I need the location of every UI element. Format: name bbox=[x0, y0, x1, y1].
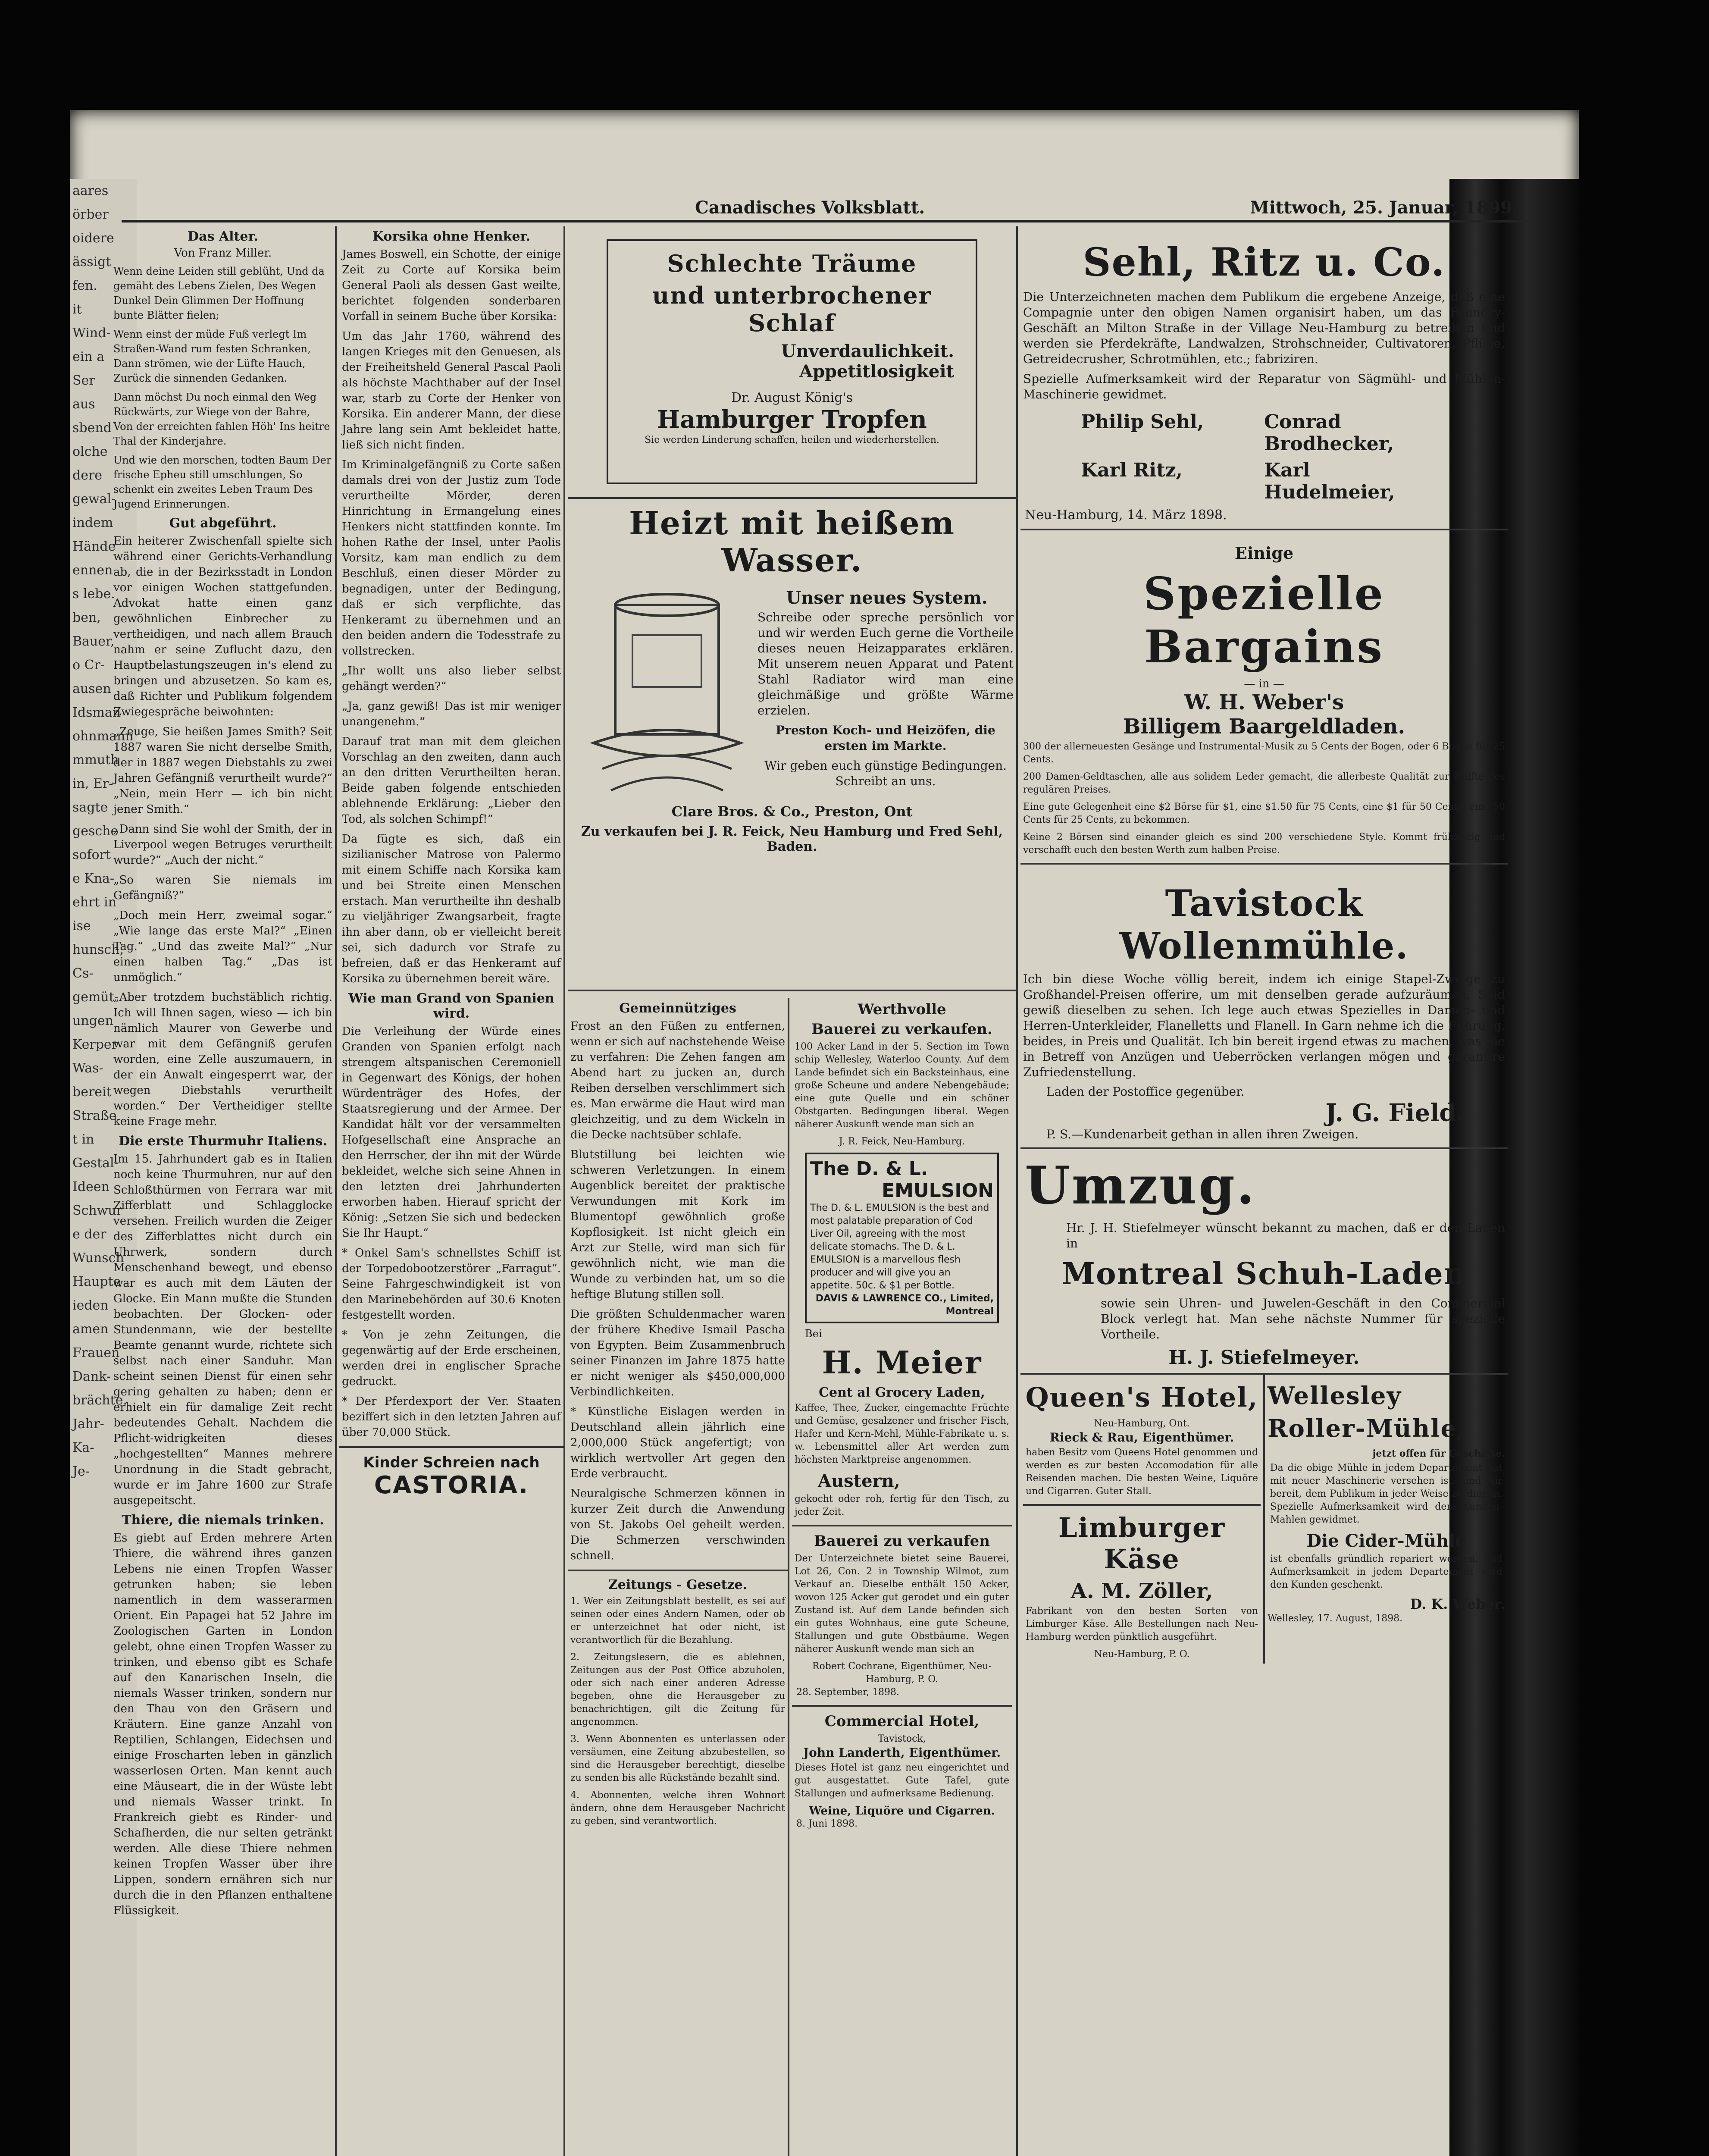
article-paragraph: „Dann sind Sie wohl der Smith, der in Liverpool wegen Betruges verurtheilt wurde?“ „Auch der nicht.“ bbox=[113, 823, 332, 867]
article-title: Wie man Grand von Spanien wird. bbox=[348, 991, 554, 1021]
ad-subtitle: Cent al Grocery Laden, bbox=[819, 1385, 985, 1400]
ad-title: Heizt mit heißem Wasser. bbox=[629, 505, 955, 579]
strip-fragment: örber bbox=[72, 207, 109, 222]
article-paragraph: Es giebt auf Erden mehrere Arten Thiere, die während ihres ganzen Lebens nie einen Tropfen Wasser getrunken haben; sie leben namentlich in dem wasserarmen Orient. Ein Papagei hat 52 Jahre im Zoologischen Garten in London gelebt, ohne einen Tropfen Wasser zu trinken, und ebenso gibt es Schafe auf den Kanarischen Inseln, die niemals Wasser trinken, sondern nur den Thau von den Gräsern und Kräutern. Eine ganze Anzahl von Reptilien, Schlangen, Eidechsen und einige Froscharten leben in gänzlich wasserlosen Orten. Man kennt auch eine Mäuseart, die in der Wüste lebt und niemals Wasser trinkt. In Frankreich giebt es Rinder- und Schafherden, die nur selten getränkt werden. Alle diese Thiere nehmen keinen Tropfen Wasser über ihre Lippen, sondern ernähren sich nur durch die in den Pflanzen enthaltene Flüssigkeit. bbox=[113, 1532, 332, 1917]
left-ads bbox=[1020, 1375, 1265, 1664]
ad-body: Ich bin diese Woche völlig bereit, indem ich einige Stapel-Zweige zu Großhandel-Preisen offerire, um mit denselben gerade aufzuräumen. Seid gewiß dieselben zu sehen. Ich lege auch etwas Spezielles in Damen- und Herren-Unterkleider, Flanelletts und Flanell. In Garn nehme ich die Führung, beides, in Preis und Qualität. Ich bin bereit irgend etwas zu machen, was Sie in Betreff von Anzügen und Ueberröcken verlangen mögen und garantire Zufriedenstellung. bbox=[1023, 972, 1505, 1079]
strip-fragment: amen bbox=[72, 1322, 109, 1337]
article-paragraph: Darauf trat man mit dem gleichen Vorschlag an den zweiten, dann auch an den dritten Verurtheilten heran. Beide gaben folgende entschieden ablehnende Erklärung: „Lieber den Tod, als solchen Schimpf!“ bbox=[342, 735, 561, 826]
ad-title: Bauerei zu verkaufen bbox=[814, 1532, 990, 1550]
masthead bbox=[122, 194, 1527, 222]
strip-fragment: ben, bbox=[72, 610, 101, 625]
strip-fragment: Kerper bbox=[72, 1037, 118, 1052]
article-paragraph: James Boswell, ein Schotte, der einige Zeit zu Corte auf Korsika beim General Paoli als dessen Gast weilte, berichtet folgenden sonderbaren Vorfall in seinem Buche über Korsika: bbox=[342, 248, 561, 323]
column-3 bbox=[568, 226, 1018, 2156]
strip-fragment: o Cr- bbox=[72, 658, 105, 673]
article-paragraph: Im Kriminalgefängniß zu Corte saßen damals drei von der Justiz zum Tode verurtheilte Mörder, deren Hinrichtung in Ermangelung eines Henkers nicht stattfinden konnte. Im hohen Rathe der Insel, unter Paolis Vorsitz, kam man endlich zu dem Beschluß, einen dieser Mörder zu begnadigen, unter der Bedingung, daß er sich verpflichte, das Henkeramt zu übernehmen und an den beiden andern die Todesstrafe zu vollstrecken. bbox=[342, 458, 561, 658]
strip-fragment: brächte. bbox=[72, 1393, 127, 1408]
article-paragraph: 4. Abonnenten, welche ihren Wohnort ändern, ohne dem Herausgeber Nachricht zu geben, sind verantwortlich. bbox=[570, 1790, 785, 1827]
article-paragraph: 2. Zeitungslesern, die es ablehnen, Zeitungen aus der Post Office abzuholen, oder sich nach einer anderen Adresse begeben, ohne die Herausgeber zu benachrichtigen, gilt die Zeitung für angenommen. bbox=[570, 1652, 785, 1727]
strip-fragment: Je- bbox=[72, 1464, 90, 1479]
ad-body: 100 Acker Land in der 5. Section im Town schip Wellesley, Waterloo County. Auf dem Lande befindet sich ein Backsteinhaus, eine große Scheune und andere Nebengebäude; eine gute Quelle und ein schöner Obstgarten. Bedingungen liberal. Wegen näherer Auskunft wende man sich an bbox=[795, 1041, 1009, 1130]
article-paragraph: Um das Jahr 1760, während des langen Krieges mit den Genuesen, als der Freiheitsheld General Pascal Paoli als höchste Machthaber auf der Insel war, starb zu Corte der Henker von Korsika. Ein anderer Mann, der diese Jahre lang sein Amt bekleidet hatte, ließ sich nicht finden. bbox=[342, 330, 561, 451]
strip-fragment: e der bbox=[72, 1227, 106, 1242]
strip-fragment: t in bbox=[72, 1132, 94, 1147]
ad-body: Schreibe oder spreche persönlich vor und wir werden Euch gerne die Vortheile dieses neuen Heizapparates erklären. Mit unserem neuen Apparat und Patent Stahl Radiator wird man eine gleichmäßige und größte Wärme erzielen. bbox=[757, 610, 1014, 718]
ad-ps: P. S.—Kundenarbeit gethan in allen ihren Zweigen. bbox=[1046, 1127, 1359, 1141]
article-paragraph: Frost an den Füßen zu entfernen, wenn er sich auf nachstehende Weise zu verfahren: Die Zehen fangen am Abend hart zu jucken an, durch Reiben derselben verschlimmert sich es. Man erwärme die Haut wird man gleichzeitig, und zu dem Wickeln in die Decke nachtsüber schlafe. bbox=[570, 1020, 785, 1141]
castoria-ad-line2: CASTORIA. bbox=[374, 1471, 529, 1499]
strip-fragment: ehrt in bbox=[72, 895, 116, 910]
ad-place: Neu-Hamburg, P. O. bbox=[1094, 1649, 1190, 1660]
ad-title: Umzug. bbox=[1025, 1155, 1256, 1216]
ad-sellers: Zu verkaufen bei J. R. Feick, Neu Hamburg und Fred Sehl, Baden. bbox=[581, 824, 1003, 854]
ad-item: Eine gute Gelegenheit eine $2 Börse für $1, eine $1.50 für 75 Cents, eine $1 für 50 Cents, eine 50 Cents für 25 Cents, zu bekommen. bbox=[1023, 802, 1505, 825]
issue-date: Mittwoch, 25. Januar, 1899. bbox=[1250, 197, 1518, 218]
strip-fragment: Cs- bbox=[72, 966, 94, 981]
strip-fragment: aares bbox=[72, 183, 109, 198]
strip-fragment: Jahr- bbox=[72, 1416, 104, 1432]
ad-line: Appetitlosigkeit bbox=[799, 361, 954, 382]
strip-fragment: mmuth bbox=[72, 752, 119, 768]
ad-title: The D. & L. bbox=[810, 1158, 928, 1180]
ad-subtitle: Unser neues System. bbox=[786, 588, 988, 608]
ad-body: Der Unterzeichnete bietet seine Bauerei, Lot 26, Con. 2 in Township Wilmot, zum Verkauf an. Dieselbe enthält 150 Acker, wovon 125 Acker gut gerodet und ein guter Zustand ist. Auf dem Lande befinden sich ein gutes Wohnhaus, eine gute Scheune, Stallungen und gute Obstbäume. Wegen näherer Auskunft wende man sich an bbox=[795, 1553, 1009, 1655]
ad-title: Limburger Käse bbox=[1058, 1512, 1226, 1575]
strip-fragment: Hände bbox=[72, 539, 116, 554]
strip-fragment: ise bbox=[72, 918, 91, 934]
ad-signature: J. G. Field. bbox=[1325, 1099, 1465, 1127]
ad-title: Tavistock Wollenmühle. bbox=[1119, 882, 1409, 967]
ad-body: haben Besitz vom Queens Hotel genommen und werden es zur besten Accomodation für alle Reisenden machen. Die besten Weine, Liquöre und Cigarren. Guter Stall. bbox=[1026, 1447, 1258, 1497]
strip-fragment: gesche bbox=[72, 824, 119, 839]
article-paragraph: 1. Wer ein Zeitungsblatt bestellt, es sei auf seinen oder eines Andern Namen, oder ob er unterzeichnet hat oder nicht, ist verantwortlich für die Bezahlung. bbox=[570, 1596, 785, 1645]
strip-fragment: bereit bbox=[72, 1084, 112, 1100]
ad-title: und unterbrochener Schlaf bbox=[652, 282, 932, 337]
traeume-ad bbox=[607, 239, 977, 484]
divider bbox=[339, 1446, 563, 1448]
article-paragraph: Die größten Schuldenmacher waren der frühere Khedive Ismail Pascha von Egypten. Beim Zusammenbruch seiner Finanzen im Jahre 1875 hatte er nicht weniger als $450,000,000 Verbindlichkeiten. bbox=[570, 1308, 785, 1398]
strip-fragment: sagte bbox=[72, 800, 108, 815]
article-title: Die erste Thurmuhr Italiens. bbox=[119, 1134, 327, 1149]
article-paragraph: „Ihr wollt uns also lieber selbst gehängt werden?“ bbox=[342, 664, 561, 693]
article-title: Gut abgeführt. bbox=[169, 516, 277, 531]
ad-owner: Rieck & Rau, Eigenthümer. bbox=[1049, 1430, 1234, 1445]
article-paragraph: „Ja, ganz gewiß! Das ist mir weniger unangenehm.“ bbox=[342, 700, 561, 728]
partner-name: Philip Sehl, bbox=[1081, 411, 1204, 433]
strip-fragment: Schwur bbox=[72, 1203, 123, 1218]
strip-fragment: Haupte bbox=[72, 1274, 121, 1289]
ad-line: Unverdaulichkeit. bbox=[781, 341, 954, 361]
poem-stanza: Wenn einst der müde Fuß verlegt Im Straßen-Wand rum festen Schranken, Dann strömen, wie der Lüfte Hauch, Zurück die sinnenden Gedanken. bbox=[113, 328, 311, 384]
column-3b bbox=[792, 998, 1012, 2156]
emulsion-ad bbox=[805, 1153, 999, 1323]
ad-body: Die Unterzeichneten machen dem Publikum die ergebene Anzeige, daß eine Compagnie unter den obigen Namen organisirt haben, um das Foundry-Geschäft an Milton Straße in der Village Neu-Hamburg zu betreiben und werden sie Pferdekräfte, Landwalzen, Strohschneider, Cultivatoren, Pflüge, Getreidecrusher, Schrotmühlen, etc.; fabriziren. bbox=[1023, 290, 1505, 366]
partner-name: Karl Hudelmeier, bbox=[1264, 459, 1395, 503]
poem-stanza: Und wie den morschen, todten Baum Der frische Epheu still umschlungen, So schenkt ein zweites Leben Traum Des Jugend Erinnerungen. bbox=[113, 454, 332, 510]
ad-title: Wellesley bbox=[1268, 1382, 1402, 1410]
divider bbox=[1020, 863, 1508, 865]
article-paragraph: „So waren Sie niemals im Gefängniß?“ bbox=[113, 874, 332, 902]
strip-fragment: Bauer, bbox=[72, 634, 115, 649]
poem-author: Von Franz Miller. bbox=[174, 247, 272, 260]
article-paragraph: * Der Pferdexport der Ver. Staaten beziffert sich in den letzten Jahren auf über 70,000 Stück. bbox=[342, 1395, 561, 1439]
ad-tagline: Sie werden Linderung schaffen, heilen und wiederherstellen. bbox=[645, 435, 939, 445]
column-1 bbox=[111, 226, 337, 2156]
strip-fragment: ohnmann bbox=[72, 729, 134, 744]
strip-fragment: ausen bbox=[72, 681, 111, 696]
ad-body: ist ebenfalls gründlich repariert worden, und Aufmerksamkeit in jedem Departement wird den Kunden geschenkt. bbox=[1270, 1554, 1502, 1590]
article-paragraph: Ein heiterer Zwischenfall spielte sich während einer Gerichts-Verhandlung ab, die in der Bezirksstadt in London vor einigen Wochen stattgefunden. Advokat hatte einen ganz gewöhnlichen Einbrecher zu vertheidigen, und nach allem Brauch nahm er seine Zuflucht dazu, den Hauptbelastungszeugen in's elend zu bringen und abzusetzen. So kam es, daß Richter und Publikum folgendem Zwiegespräche beiwohnten: bbox=[113, 535, 332, 718]
divider bbox=[792, 1525, 1012, 1526]
newspaper-page bbox=[70, 110, 1579, 2156]
ad-title: Bauerei zu verkaufen. bbox=[811, 1021, 992, 1038]
column-2 bbox=[339, 226, 565, 2156]
article-paragraph: Da fügte es sich, daß ein sizilianischer Matrose von Palermo mit einem Schiffe nach Korsika kam und bei Streite einen Menschen erstach. Man verurtheilte ihn deshalb zu vieljähriger Zwangsarbeit, fragte ihn aber dann, ob er vielleicht bereit sei, sich dadurch vor Strafe zu befreien, daß er das Henkeramt auf Korsika zu übernehmen bereit wäre. bbox=[342, 833, 561, 985]
column-4 bbox=[1020, 226, 1508, 2156]
article-paragraph: Im 15. Jahrhundert gab es in Italien noch keine Thurmuhren, nur auf den Schloßthürmen von Ferrara war mit Zifferblatt und Schlagglocke versehen. Freilich wurden die Zeiger des Zifferblattes nicht durch ein Uhrwerk, sondern durch Menschenhand bewegt, und ebenso war es auch mit dem Läuten der Glocke. Ein Mann mußte die Stunden beobachten. Der Glocken- oder Stundenmann, wie der bestellte Beamte genannt wurde, richtete sich selbst nach einer Sanduhr. Man scheint seinen Dienst für einen sehr gering gehalten zu haben; denn er erhielt ein für damalige Zeit recht bedeutendes Gehalt. Nachdem die Pflicht-widrigkeiten dieses „hochgestellten“ Mannes mehrere Unordnung in die Stadt gebracht, wurde er im Jahre 1600 zur Strafe ausgepeitscht. bbox=[113, 1153, 332, 1507]
strip-fragment: s lebe. bbox=[72, 586, 115, 602]
strip-fragment: ennen bbox=[72, 563, 113, 578]
partner-names bbox=[1020, 407, 1508, 508]
ad-line: Weine, Liquöre und Cigarren. bbox=[809, 1805, 995, 1818]
ad-body: Spezielle Aufmerksamkeit wird der Reparatur von Sägmühl- und Mühlen-Maschinerie gewidmet. bbox=[1023, 372, 1505, 401]
divider bbox=[568, 497, 1016, 499]
bottom-ads bbox=[1020, 1373, 1508, 1664]
strip-fragment: ässigt bbox=[72, 254, 111, 270]
ad-body: Fabrikant von den besten Sorten von Limburger Käse. Alle Bestellungen nach Neu-Hamburg werden pünktlich ausgeführt. bbox=[1026, 1606, 1258, 1642]
article-paragraph: „Aber trotzdem buchstäblich richtig. Ich will Ihnen sagen, wieso — ich bin nämlich Maurer von Gewerbe und war mit dem Gefängniß gerufen worden, eine Zelle auszumauern, in der ein Anwalt eingesperrt war, der wegen Diebstahls verurtheilt worden.“ Der Vertheidiger stellte keine Frage mehr. bbox=[113, 991, 332, 1128]
ad-body: The D. & L. EMULSION is the best and most palatable preparation of Cod Liver Oil, agreeing with the most delicate stomachs. The D. & L. EMULSION is a marvellous flesh producer and will give you an appetite. 50c. & $1 per Bottle. bbox=[810, 1203, 989, 1291]
ad-brand-line: Preston Koch- und Heizöfen, die ersten im Markte. bbox=[776, 723, 995, 753]
ad-store: Billigem Baargeldladen. bbox=[1123, 714, 1405, 739]
strip-fragment: Straße bbox=[72, 1108, 117, 1123]
ad-maker: Dr. August König's bbox=[731, 390, 853, 405]
poem-stanza: Wenn deine Leiden still geblüht, Und da gemäht des Lebens Zielen, Des Wegen Dunkel Dein Glimmen Der Hoffnung bunte Blätter fielen; bbox=[113, 265, 325, 321]
ad-body: Hr. J. H. Stiefelmeyer wünscht bekannt zu machen, daß er den Laden in bbox=[1066, 1221, 1505, 1250]
article-paragraph: Blutstillung bei leichten wie schweren Verletzungen. In einem Augenblick bereitet der praktische Verwundungen mit Kork im Blumentopf gewöhnlich große Kopflosigkeit. Ist nicht gleich ein Arzt zur Stelle, wird man sich für gewöhnlich nicht, wie man die Wunde zu verbinden hat, um so die heftige Blutung stillen soll. bbox=[570, 1148, 785, 1301]
divider bbox=[568, 1570, 788, 1571]
ad-title: Queen's Hotel, bbox=[1025, 1382, 1258, 1413]
ad-date: Neu-Hamburg, 14. März 1898. bbox=[1025, 508, 1227, 523]
ad-title: Werthvolle bbox=[858, 1001, 946, 1018]
ad-item: Keine 2 Börsen sind einander gleich es sind 200 verschiedene Style. Kommt frühzeitig und verschafft euch den besten Werth zum halben Preise. bbox=[1023, 832, 1505, 856]
strip-fragment: sbend bbox=[72, 420, 112, 436]
ad-product: Hamburger Tropfen bbox=[657, 405, 927, 434]
strip-fragment: gemüt- bbox=[72, 990, 119, 1005]
strip-fragment: Ser bbox=[72, 373, 95, 388]
castoria-ad-line1: Kinder Schreien nach bbox=[363, 1454, 540, 1471]
ad-title: Commercial Hotel, bbox=[824, 1713, 980, 1730]
heizt-ad bbox=[568, 505, 1016, 893]
divider bbox=[568, 990, 1016, 991]
stove-illustration bbox=[576, 588, 757, 803]
article-paragraph: * Onkel Sam's schnellstes Schiff ist der Torpedobootzerstörer „Farragut“. Seine Fahrgeschwindigkeit ist von den Marinebehörden auf 30.6 Knoten festgestellt worden. bbox=[342, 1247, 561, 1322]
ad-company: Clare Bros. & Co., Preston, Ont bbox=[671, 803, 913, 820]
ad-signature: J. R. Feick, Neu-Hamburg. bbox=[839, 1136, 965, 1147]
strip-fragment: Idsman bbox=[72, 705, 121, 720]
article-paragraph: Die Verleihung der Würde eines Granden von Spanien erfolgt nach strengem altspanischen Ceremoniell in Gegenwart des Königs, der hohen Würdenträger des Hofes, der Staatsregierung und der Armee. Der Kandidat hält vor der versammelten Hofgesellschaft eine Ansprache an den Herrscher, der ihn mit der Würde bekleidet, welche sich seine Ahnen in den letzten drei Jahrhunderten erworben haben. Hierauf spricht der König: „Setzen Sie sich und bedecken Sie Ihr Haupt.“ bbox=[342, 1025, 561, 1240]
article-title: Zeitungs - Gesetze. bbox=[608, 1577, 748, 1592]
ad-title: Sehl, Ritz u. Co. bbox=[1083, 239, 1446, 285]
ad-line: Laden der Postoffice gegenüber. bbox=[1046, 1084, 1245, 1099]
ad-signature: Robert Cochrane, Eigenthümer, Neu-Hamburg, P. O. bbox=[812, 1661, 992, 1685]
ad-title: Roller-Mühle, bbox=[1268, 1414, 1466, 1443]
ad-title: H. Meier bbox=[822, 1344, 982, 1381]
divider bbox=[792, 1705, 1012, 1707]
divider bbox=[1023, 1504, 1261, 1506]
ad-place: Neu-Hamburg, Ont. bbox=[1094, 1418, 1190, 1429]
ad-body: gekocht oder roh, fertig für den Tisch, zu jeder Zeit. bbox=[795, 1494, 1009, 1517]
ad-body: sowie sein Uhren- und Juwelen-Geschäft in den Commercial Block verlegt hat. Man sehe nächste Nummer für spezielle Vortheile. bbox=[1101, 1296, 1505, 1341]
strip-fragment: ungen bbox=[72, 1013, 113, 1028]
ad-item: 200 Damen-Geldtaschen, alle aus solidem Leder gemacht, die allerbeste Qualität zur Hälfte des regulären Preises. bbox=[1023, 771, 1505, 795]
ad-line: jetzt offen für Geschäfte. bbox=[1372, 1448, 1505, 1459]
column-3a bbox=[568, 998, 789, 2156]
strip-fragment: hunsch, bbox=[72, 942, 124, 957]
strip-fragment: Ka- bbox=[72, 1440, 94, 1455]
poem-title: Das Alter. bbox=[188, 229, 258, 244]
ad-store: W. H. Weber's bbox=[1184, 690, 1344, 714]
strip-fragment: ein a bbox=[72, 349, 105, 364]
ad-date: 8. Juni 1898. bbox=[796, 1818, 858, 1829]
article-paragraph: * Von je zehn Zeitungen, die gegenwärtig auf der Erde erscheinen, werden drei in englischer Sprache gedruckt. bbox=[342, 1329, 561, 1388]
poem-stanza: Dann möchst Du noch einmal den Weg Rückwärts, zur Wiege von der Bahre, Von der erreichten fahlen Höh' Ins heitre Thal der Kinderjahre. bbox=[113, 391, 330, 447]
article-paragraph: Neuralgische Schmerzen können in kurzer Zeit durch die Anwendung von St. Jakobs Oel geheilt werden. Die Schmerzen verschwinden schnell. bbox=[570, 1487, 785, 1562]
strip-fragment: in, Er- bbox=[72, 776, 113, 791]
strip-fragment: olche bbox=[72, 444, 108, 459]
ad-owner: John Landerth, Eigenthümer. bbox=[803, 1745, 1001, 1760]
ad-maker: DAVIS & LAWRENCE CO., Limited, Montreal bbox=[815, 1293, 994, 1317]
ad-shop: Montreal Schuh-Laden bbox=[1061, 1256, 1467, 1291]
ad-kicker: Einige bbox=[1234, 543, 1294, 563]
ad-title: Schlechte Träume bbox=[667, 250, 917, 277]
ad-signature: H. J. Stiefelmeyer. bbox=[1168, 1347, 1360, 1369]
article-title: Thiere, die niemals trinken. bbox=[122, 1513, 324, 1528]
strip-fragment: indem bbox=[72, 515, 113, 530]
paper-title: Canadisches Volksblatt. bbox=[695, 197, 925, 218]
strip-fragment: Gestal- bbox=[72, 1156, 119, 1171]
strip-fragment: gewal- bbox=[72, 492, 116, 507]
strip-fragment: e Kna- bbox=[72, 871, 115, 886]
article-paragraph: 3. Wenn Abonnenten es unterlassen oder versäumen, eine Zeitung abzubestellen, so sind die Herausgeber berechtigt, dieselbe zu senden bis alle Rückstände bezahlt sind. bbox=[570, 1734, 785, 1783]
article-paragraph: „Zeuge, Sie heißen James Smith? Seit 1887 waren Sie nicht derselbe Smith, der in 1887 wegen Diebstahls zu zwei Jahren Gefängniß verurtheilt wurde?“ „Nein, mein Herr — ich bin nicht jener Smith.“ bbox=[113, 725, 332, 816]
ad-body: Da die obige Mühle in jedem Departement gut mit neuer Maschinerie versehen ist, sind wir bereit, dem Publikum in jeder Weise zu dienen. Spezielle Aufmerksamkeit wird dem Kunden-Mahlen gewidmet. bbox=[1270, 1463, 1502, 1525]
ad-title: Austern, bbox=[818, 1471, 900, 1491]
strip-fragment: Was- bbox=[72, 1061, 103, 1076]
partner-name: Karl Ritz, bbox=[1081, 459, 1183, 481]
ad-title: EMULSION bbox=[882, 1180, 994, 1202]
strip-fragment: Dank- bbox=[72, 1369, 111, 1384]
strip-fragment: Frauen bbox=[72, 1345, 120, 1360]
ad-place: Tavistock, bbox=[878, 1733, 926, 1744]
ad-signature: D. K. Weber. bbox=[1410, 1596, 1505, 1612]
strip-fragment: Ideen bbox=[72, 1179, 110, 1194]
strip-fragment: Wunsch bbox=[72, 1250, 124, 1266]
ad-date: Wellesley, 17. August, 1898. bbox=[1268, 1613, 1403, 1624]
divider bbox=[1020, 529, 1508, 530]
strip-fragment: dere bbox=[72, 468, 103, 483]
article-title: Gemeinnütziges bbox=[619, 1001, 736, 1016]
strip-fragment: Wind- bbox=[72, 326, 111, 341]
strip-fragment: oidere bbox=[72, 231, 114, 246]
strip-fragment: sofort bbox=[72, 847, 111, 862]
ad-offer: Wir geben euch günstige Bedingungen. Schreibt an uns. bbox=[764, 758, 1007, 788]
strip-fragment: it bbox=[72, 302, 82, 317]
strip-fragment: aus bbox=[72, 397, 95, 412]
ad-body: Kaffee, Thee, Zucker, eingemachte Früchte und Gemüse, gesalzener und frischer Fisch, Hafer und Kern-Mehl, Mühle-Fabrikate u. s. w. Lebensmittel aller Art werden zum höchsten Marktpreise angenommen. bbox=[795, 1403, 1009, 1465]
ad-prefix: Bei bbox=[805, 1328, 822, 1340]
divider bbox=[1020, 1147, 1508, 1149]
ad-body: Dieses Hotel ist ganz neu eingerichtet und gut ausgestattet. Gute Tafel, gute Stallungen und aufmerksame Bedienung. bbox=[795, 1762, 1009, 1799]
strip-fragment: fen. bbox=[72, 278, 97, 293]
article-paragraph: * Künstliche Eislagen werden in Deutschland allein jährlich eine 2,000,000 Stück angefertigt; von wirklich wertvoller Art gegen den Erde verbraucht. bbox=[570, 1405, 785, 1480]
partner-name: Conrad Brodhecker, bbox=[1264, 411, 1394, 455]
ad-subtitle: Die Cider-Mühle bbox=[1306, 1531, 1466, 1551]
ad-maker: A. M. Zöller, bbox=[1070, 1579, 1213, 1603]
strip-fragment: ieden bbox=[72, 1298, 109, 1313]
right-ads bbox=[1265, 1375, 1508, 1664]
ad-line: — in — bbox=[1244, 677, 1284, 690]
ad-item: 300 der allerneuesten Gesänge und Instrumental-Musik zu 5 Cents der Bogen, oder 6 Bogen für 25 Cents. bbox=[1023, 741, 1505, 765]
ad-date: 28. September, 1898. bbox=[796, 1687, 900, 1698]
article-title: Korsika ohne Henker. bbox=[372, 229, 530, 244]
article-paragraph: „Doch mein Herr, zweimal sogar.“ „Wie lange das erste Mal?“ „Einen Tag.“ „Und das zweite Mal?“ „Nur einen halben Tag.“ „Das ist unmöglich.“ bbox=[113, 909, 332, 984]
ad-title: Spezielle Bargains bbox=[1143, 567, 1385, 673]
